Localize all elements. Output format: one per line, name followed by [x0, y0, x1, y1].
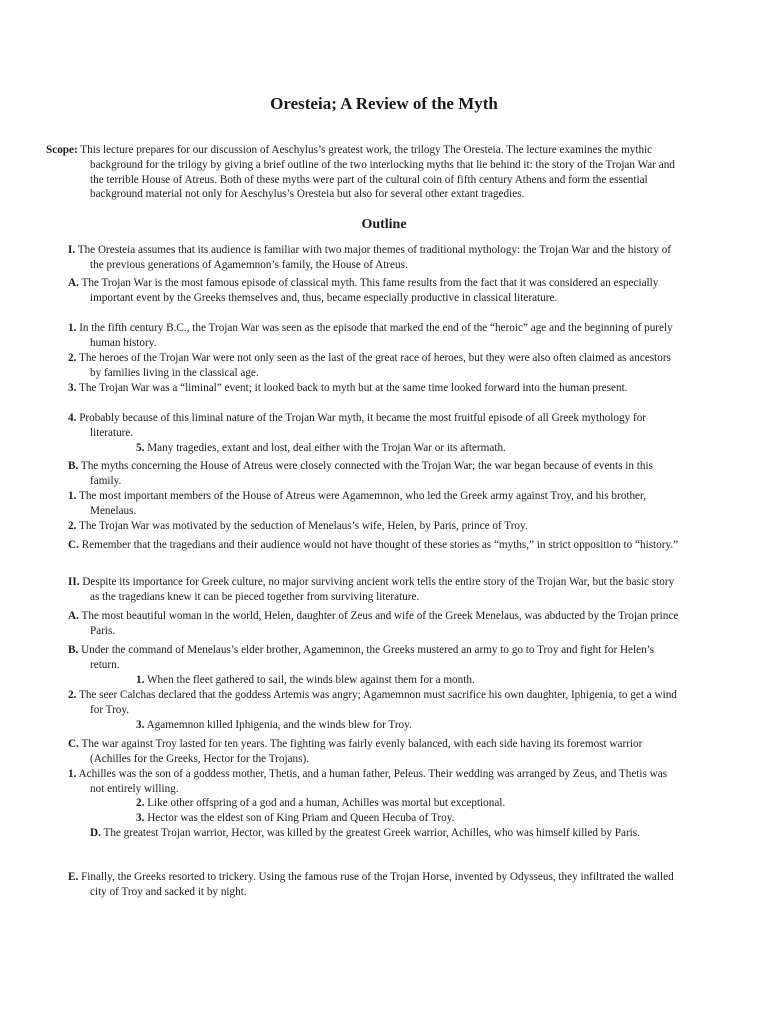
- item-marker: B.: [68, 644, 79, 656]
- item-text: Probably because of this liminal nature of the Trojan War myth, it became the most fruitful episode of all Greek mythology for literature.: [76, 412, 647, 439]
- item-text: The Trojan War is the most famous episode of classical myth. This fame results from the fact that it was considered an especially important event by the Greeks themselves and, thus, became especially productive in classical literature.: [78, 277, 659, 304]
- item-marker: 1.: [136, 674, 145, 686]
- scope-label: Scope:: [46, 144, 78, 156]
- outline-item: [68, 351, 680, 381]
- item-marker: 1.: [68, 322, 77, 334]
- outline-item: [68, 737, 680, 767]
- item-marker: I.: [68, 244, 76, 256]
- item-text: Remember that the tragedians and their audience would not have thought of these stories as “myths,” in strict opposition to “history.”: [78, 539, 679, 551]
- item-marker: E.: [68, 871, 79, 883]
- outline-item: [90, 826, 680, 841]
- outline-item: [68, 381, 680, 396]
- item-text: The most important members of the House of Atreus were Agamemnon, who led the Greek army against Troy, and his brother, Menelaus.: [76, 490, 647, 517]
- item-text: Like other offspring of a god and a human, Achilles was mortal but exceptional.: [144, 797, 506, 809]
- item-marker: 2.: [68, 520, 77, 532]
- outline-item: [136, 441, 680, 456]
- scope-text: This lecture prepares for our discussion of Aeschylus’s greatest work, the trilogy The Oresteia. The lecture examines the mythic background for the trilogy by giving a brief outline of the two interlocking myths that lie behind it: the story of the Trojan War and the terrible House of Atreus. Both of these myths were part of the cultural coin of fifth century Athens and form the essential background material not only for Aeschylus’s Oresteia but also for several other extant tragedies.: [77, 144, 675, 201]
- page-title: Oresteia; A Review of the Myth: [270, 94, 498, 113]
- item-marker: 3.: [136, 812, 145, 824]
- item-marker: 1.: [68, 490, 77, 502]
- item-marker: 3.: [68, 382, 77, 394]
- outline-item: [68, 688, 680, 718]
- outline-item: [68, 243, 680, 273]
- item-marker: C.: [68, 539, 79, 551]
- item-text: The Trojan War was motivated by the seduction of Menelaus’s wife, Helen, by Paris, prince of Troy.: [76, 520, 528, 532]
- item-text: The Trojan War was a “liminal” event; it looked back to myth but at the same time looked forward into the human present.: [76, 382, 628, 394]
- item-text: Many tragedies, extant and lost, deal either with the Trojan War or its aftermath.: [144, 442, 506, 454]
- item-text: The Oresteia assumes that its audience is familiar with two major themes of traditional mythology: the Trojan War and the history of the previous generations of Agamemnon’s family, the House of Atreus.: [75, 244, 672, 271]
- outline-item: [68, 411, 680, 441]
- outline-item: [136, 673, 680, 688]
- item-text: The most beautiful woman in the world, Helen, daughter of Zeus and wife of the Greek Menelaus, was abducted by the Trojan prince Paris.: [78, 610, 679, 637]
- outline-item: [68, 643, 680, 673]
- item-marker: 4.: [68, 412, 77, 424]
- outline-item: [68, 519, 680, 534]
- item-text: The war against Troy lasted for ten years. The fighting was fairly evenly balanced, with each side having its foremost warrior (Achilles for the Greeks, Hector for the Trojans).: [78, 738, 643, 765]
- item-text: When the fleet gathered to sail, the winds blew against them for a month.: [144, 674, 475, 686]
- scope-paragraph: [46, 143, 680, 202]
- item-marker: 2.: [68, 352, 77, 364]
- item-text: Hector was the eldest son of King Priam and Queen Hecuba of Troy.: [144, 812, 455, 824]
- item-marker: 2.: [68, 689, 77, 701]
- outline-item: [68, 538, 680, 553]
- item-marker: 1.: [68, 768, 77, 780]
- item-marker: A.: [68, 277, 79, 289]
- outline-item: [68, 321, 680, 351]
- item-marker: D.: [90, 827, 101, 839]
- outline-item: [68, 459, 680, 489]
- outline-item: [68, 489, 680, 519]
- item-text: The seer Calchas declared that the goddess Artemis was angry; Agamemnon must sacrifice his own daughter, Iphigenia, to get a wind for Troy.: [76, 689, 677, 716]
- outline-item: [136, 796, 680, 811]
- item-text: Achilles was the son of a goddess mother, Thetis, and a human father, Peleus. Their wedding was arranged by Zeus, and Thetis was not entirely willing.: [76, 768, 668, 795]
- item-text: In the fifth century B.C., the Trojan War was seen as the episode that marked the end of the “heroic” age and the beginning of purely human history.: [76, 322, 673, 349]
- outline-item: [136, 718, 680, 733]
- outline-heading: Outline: [361, 217, 407, 232]
- item-text: Agamemnon killed Iphigenia, and the winds blew for Troy.: [144, 719, 412, 731]
- item-marker: A.: [68, 610, 79, 622]
- item-marker: 3.: [136, 719, 145, 731]
- item-marker: 2.: [136, 797, 145, 809]
- item-text: The heroes of the Trojan War were not only seen as the last of the great race of heroes, but they were also often claimed as ancestors by families living in the classical age.: [76, 352, 671, 379]
- item-text: Despite its importance for Greek culture, no major surviving ancient work tells the entire story of the Trojan War, but the basic story as the tragedians knew it can be pieced together from surviving literature.: [79, 576, 675, 603]
- item-text: The greatest Trojan warrior, Hector, was killed by the greatest Greek warrior, Achilles, who was himself killed by Paris.: [100, 827, 640, 839]
- item-marker: II.: [68, 576, 80, 588]
- item-marker: C.: [68, 738, 79, 750]
- outline-item: [68, 609, 680, 639]
- outline-item: [68, 276, 680, 306]
- item-text: Finally, the Greeks resorted to trickery. Using the famous ruse of the Trojan Horse, invented by Odysseus, they infiltrated the walled city of Troy and sacked it by night.: [78, 871, 674, 898]
- outline-item: [136, 811, 680, 826]
- outline-item: [68, 870, 680, 900]
- outline-item: [68, 575, 680, 605]
- outline-item: [68, 767, 680, 797]
- item-marker: B.: [68, 460, 79, 472]
- item-text: Under the command of Menelaus’s elder brother, Agamemnon, the Greeks mustered an army to go to Troy and fight for Helen’s return.: [78, 644, 655, 671]
- item-text: The myths concerning the House of Atreus were closely connected with the Trojan War; the war began because of events in this family.: [78, 460, 653, 487]
- item-marker: 5.: [136, 442, 145, 454]
